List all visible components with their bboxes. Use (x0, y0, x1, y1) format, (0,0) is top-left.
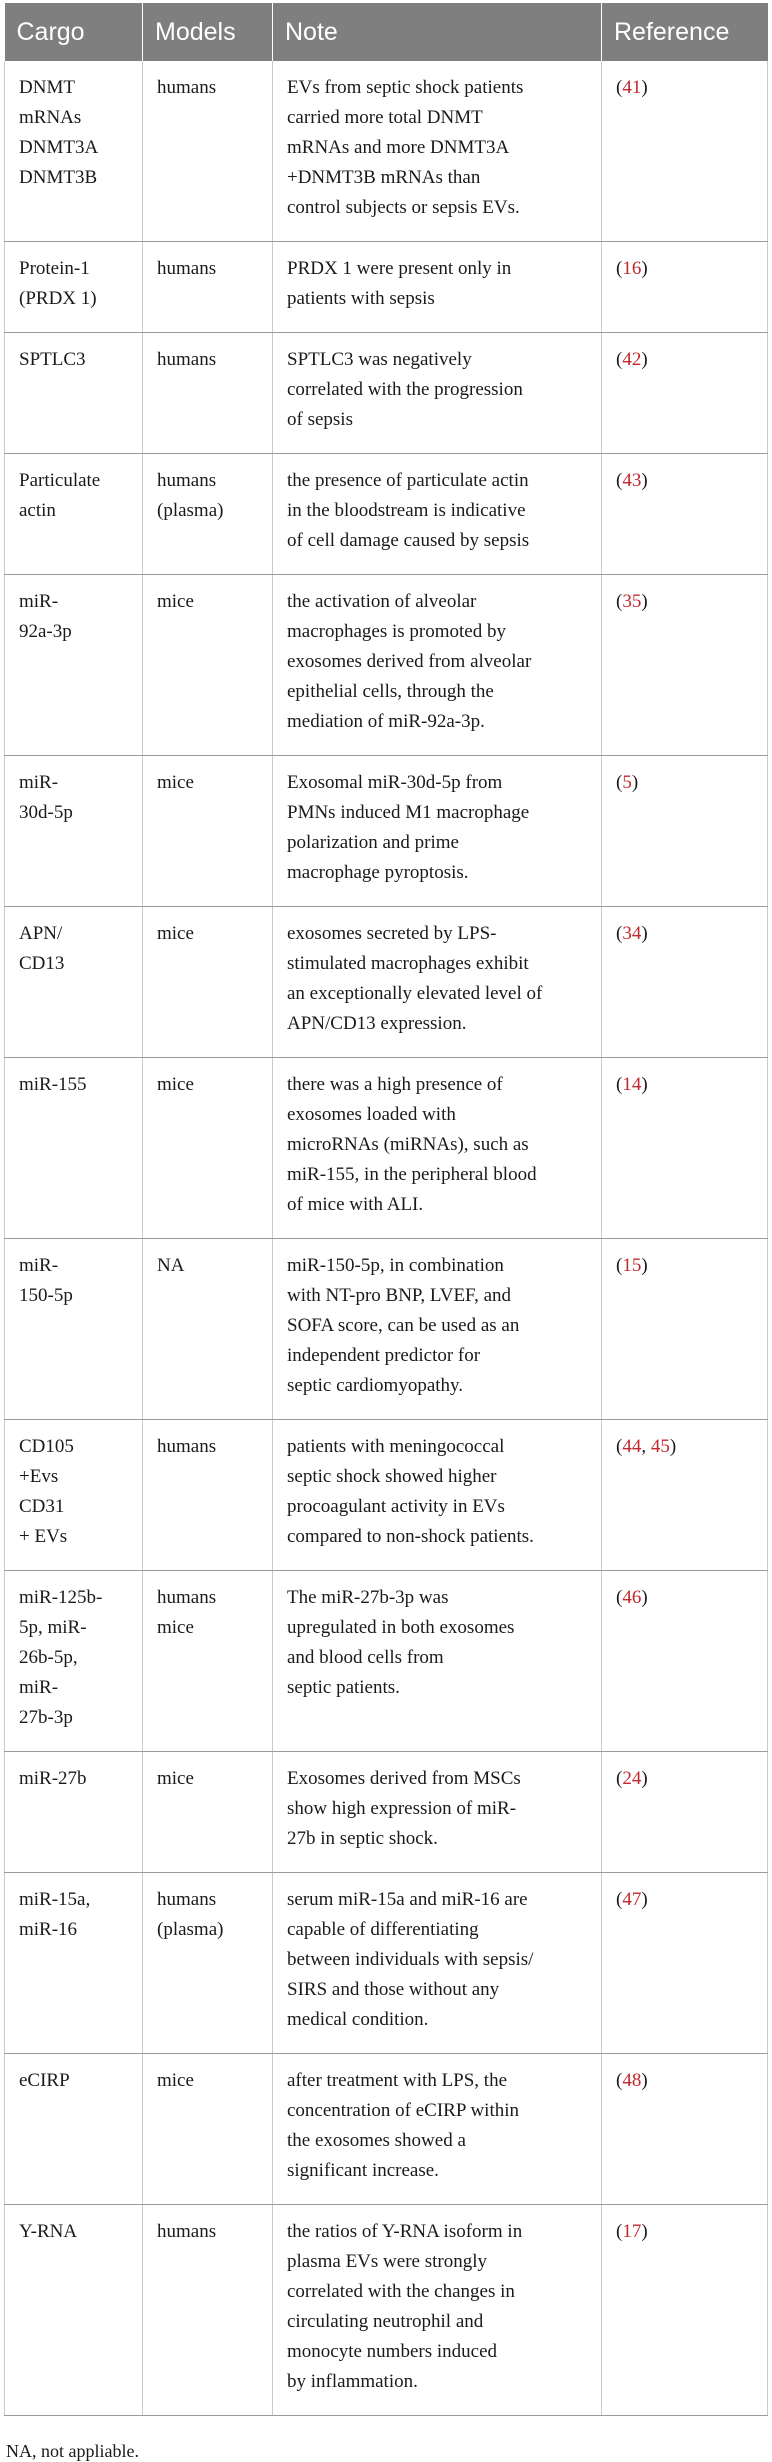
header-reference: Reference (602, 3, 768, 61)
note-cell-line: microRNAs (miRNAs), such as (287, 1134, 529, 1155)
models-cell-line: mice (157, 1617, 194, 1638)
reference-link[interactable]: 16 (622, 258, 642, 279)
table-footnote: NA, not appliable. (6, 2441, 139, 2461)
table-header (5, 3, 768, 61)
note-cell (273, 2205, 602, 2416)
reference-cell (602, 333, 768, 454)
models-cell-line: humans (157, 77, 217, 98)
reference-cell (602, 575, 768, 756)
cargo-cell-line: 26b-5p, (19, 1647, 78, 1668)
reference-cell (602, 907, 768, 1058)
models-cell-line: (plasma) (157, 1919, 224, 1940)
paren-close: ) (641, 591, 648, 612)
paren-open: ( (616, 470, 623, 491)
cargo-cell-line: mRNAs (19, 107, 82, 128)
reference-cell (602, 454, 768, 575)
table-row (5, 756, 768, 907)
note-cell-line: Exosomal miR-30d-5p from (287, 772, 503, 793)
note-cell-line: with NT-pro BNP, LVEF, and (287, 1285, 512, 1306)
reference-link[interactable]: 15 (622, 1255, 642, 1276)
note-cell-line: independent predictor for (287, 1345, 481, 1366)
note-cell-line: between individuals with sepsis/ (287, 1949, 534, 1970)
note-cell-line: compared to non-shock patients. (287, 1526, 534, 1547)
note-cell-line: an exceptionally elevated level of (287, 983, 543, 1004)
reference-link[interactable]: 17 (622, 2221, 642, 2242)
cargo-cell-line: miR-125b- (19, 1587, 103, 1608)
paren-close: ) (641, 1768, 648, 1789)
cargo-cell-line: miR-16 (19, 1919, 78, 1940)
table-row (5, 1239, 768, 1420)
cargo-cell-line: Particulate (19, 470, 101, 491)
cargo-cell (5, 242, 143, 333)
models-cell-line: mice (157, 2070, 194, 2091)
note-cell-line: mediation of miR-92a-3p. (287, 711, 485, 732)
note-cell (273, 454, 602, 575)
models-cell (143, 1873, 273, 2054)
paren-open: ( (616, 1768, 623, 1789)
paren-close: ) (641, 1889, 648, 1910)
models-cell-line: humans (157, 470, 217, 491)
note-cell-line: serum miR-15a and miR-16 are (287, 1889, 528, 1910)
cargo-cell (5, 575, 143, 756)
cargo-cell-line: CD105 (19, 1436, 74, 1457)
note-cell-line: of sepsis (287, 409, 353, 430)
note-cell-line: monocyte numbers induced (287, 2341, 498, 2362)
models-cell (143, 242, 273, 333)
note-cell-line: PMNs induced M1 macrophage (287, 802, 530, 823)
cargo-cell (5, 1873, 143, 2054)
models-cell (143, 1571, 273, 1752)
note-cell (273, 2054, 602, 2205)
note-cell-line: there was a high presence of (287, 1074, 503, 1095)
note-cell-line: The miR-27b-3p was (287, 1587, 449, 1608)
reference-cell (602, 1873, 768, 2054)
ref-separator: , (641, 1436, 651, 1457)
note-cell (273, 1058, 602, 1239)
paren-open: ( (616, 258, 623, 279)
cargo-cell-line: miR-155 (19, 1074, 87, 1095)
cargo-cell-line: (PRDX 1) (19, 288, 97, 309)
note-cell-line: septic patients. (287, 1677, 400, 1698)
note-cell-line: 27b in septic shock. (287, 1828, 438, 1849)
models-cell-line: mice (157, 772, 194, 793)
models-cell (143, 333, 273, 454)
note-cell-line: show high expression of miR- (287, 1798, 517, 1819)
cargo-cell-line: + EVs (19, 1526, 68, 1547)
table-row (5, 333, 768, 454)
cargo-cell-line: miR- (19, 1255, 59, 1276)
cargo-cell-line: CD31 (19, 1496, 65, 1517)
header-cargo: Cargo (5, 3, 143, 61)
note-cell-line: PRDX 1 were present only in (287, 258, 512, 279)
models-cell-line: NA (157, 1255, 185, 1276)
cargo-cell (5, 333, 143, 454)
models-cell (143, 1058, 273, 1239)
cargo-cell-line: miR-27b (19, 1768, 87, 1789)
paren-close: ) (631, 772, 639, 793)
models-cell (143, 907, 273, 1058)
cargo-table (4, 3, 768, 2416)
note-cell-line: exosomes secreted by LPS- (287, 923, 497, 944)
cargo-cell-line: actin (19, 500, 56, 521)
paren-close: ) (641, 77, 648, 98)
cargo-cell-line: 5p, miR- (19, 1617, 87, 1638)
models-cell (143, 61, 273, 242)
note-cell (273, 242, 602, 333)
cargo-cell (5, 1571, 143, 1752)
reference-link[interactable]: 35 (622, 591, 642, 612)
note-cell-line: stimulated macrophages exhibit (287, 953, 529, 974)
paren-close: ) (641, 1074, 648, 1095)
models-cell-line: humans (157, 258, 217, 279)
cargo-cell (5, 1058, 143, 1239)
reference-link[interactable]: 48 (622, 2070, 642, 2091)
note-cell-line: the presence of particulate actin (287, 470, 529, 491)
models-cell-line: humans (157, 1889, 217, 1910)
cargo-cell-line: Y-RNA (19, 2221, 78, 2242)
note-cell-line: by inflammation. (287, 2371, 418, 2392)
note-cell-line: macrophage pyroptosis. (287, 862, 469, 883)
cargo-cell-line: APN/ (19, 923, 63, 944)
table-row (5, 907, 768, 1058)
reference-link[interactable]: 14 (622, 1074, 642, 1095)
paren-open: ( (616, 1255, 623, 1276)
note-cell-line: of cell damage caused by sepsis (287, 530, 530, 551)
table-row (5, 2205, 768, 2416)
cargo-cell-line: Protein-1 (19, 258, 90, 279)
note-cell-line: septic cardiomyopathy. (287, 1375, 464, 1396)
cargo-cell (5, 1420, 143, 1571)
paren-close: ) (641, 470, 648, 491)
table-row (5, 1058, 768, 1239)
table-row (5, 1873, 768, 2054)
paren-open: ( (616, 2221, 623, 2242)
models-cell-line: mice (157, 1074, 194, 1095)
reference-link[interactable]: 42 (622, 349, 642, 370)
models-cell-line: humans (157, 1436, 217, 1457)
note-cell-line: correlated with the progression (287, 379, 523, 400)
note-cell-line: control subjects or sepsis EVs. (287, 197, 520, 218)
reference-link[interactable]: 47 (622, 1889, 642, 1910)
reference-link[interactable]: 24 (622, 1768, 642, 1789)
reference-link[interactable]: 45 (650, 1436, 670, 1457)
table-row (5, 1420, 768, 1571)
reference-cell (602, 1058, 768, 1239)
note-cell-line: miR-150-5p, in combination (287, 1255, 504, 1276)
note-cell-line: SIRS and those without any (287, 1979, 500, 2000)
reference-cell (602, 1239, 768, 1420)
reference-link[interactable]: 41 (622, 77, 642, 98)
note-cell-line: septic shock showed higher (287, 1466, 497, 1487)
cargo-cell (5, 454, 143, 575)
cargo-cell (5, 1239, 143, 1420)
note-cell (273, 333, 602, 454)
note-cell-line: and blood cells from (287, 1647, 444, 1668)
note-cell-line: APN/CD13 expression. (287, 1013, 467, 1034)
models-cell (143, 575, 273, 756)
models-cell-line: mice (157, 591, 194, 612)
models-cell-line: mice (157, 1768, 194, 1789)
reference-cell (602, 1571, 768, 1752)
cargo-cell (5, 1752, 143, 1873)
models-cell (143, 1239, 273, 1420)
note-cell (273, 1239, 602, 1420)
paren-open: ( (616, 1436, 623, 1457)
paren-open: ( (616, 1587, 623, 1608)
cargo-cell-line: DNMT3A (19, 137, 99, 158)
note-cell-line: after treatment with LPS, the (287, 2070, 508, 2091)
note-cell-line: the activation of alveolar (287, 591, 477, 612)
note-cell-line: the exosomes showed a (287, 2130, 466, 2151)
cargo-cell (5, 907, 143, 1058)
note-cell (273, 1873, 602, 2054)
note-cell-line: polarization and prime (287, 832, 459, 853)
note-cell-line: upregulated in both exosomes (287, 1617, 515, 1638)
note-cell-line: macrophages is promoted by (287, 621, 506, 642)
paren-open: ( (616, 1074, 623, 1095)
cargo-cell-line: DNMT3B (19, 167, 98, 188)
reference-cell (602, 2205, 768, 2416)
models-cell-line: humans (157, 1587, 217, 1608)
table-body (5, 61, 768, 2416)
table-row (5, 242, 768, 333)
note-cell (273, 756, 602, 907)
models-cell (143, 2054, 273, 2205)
paren-open: ( (616, 591, 623, 612)
reference-cell (602, 61, 768, 242)
table-row (5, 454, 768, 575)
note-cell-line: patients with sepsis (287, 288, 435, 309)
cargo-cell-line: 150-5p (19, 1285, 73, 1306)
note-cell-line: medical condition. (287, 2009, 429, 2030)
note-cell-line: mRNAs and more DNMT3A (287, 137, 510, 158)
note-cell-line: in the bloodstream is indicative (287, 500, 526, 521)
models-cell (143, 1420, 273, 1571)
note-cell-line: exosomes loaded with (287, 1104, 456, 1125)
note-cell-line: SOFA score, can be used as an (287, 1315, 520, 1336)
note-cell-line: epithelial cells, through the (287, 681, 494, 702)
note-cell-line: of mice with ALI. (287, 1194, 424, 1215)
note-cell-line: significant increase. (287, 2160, 439, 2181)
reference-link[interactable]: 46 (622, 1587, 642, 1608)
paren-close: ) (641, 1255, 648, 1276)
note-cell-line: the ratios of Y-RNA isoform in (287, 2221, 523, 2242)
reference-link[interactable]: 5 (622, 772, 632, 793)
header-note: Note (273, 3, 602, 61)
reference-cell (602, 1420, 768, 1571)
note-cell (273, 1571, 602, 1752)
paren-close: ) (641, 258, 648, 279)
reference-cell (602, 756, 768, 907)
table-row (5, 2054, 768, 2205)
models-cell-line: humans (157, 2221, 217, 2242)
table-row (5, 61, 768, 242)
cargo-cell (5, 2205, 143, 2416)
note-cell-line: procoagulant activity in EVs (287, 1496, 505, 1517)
paren-close: ) (641, 349, 648, 370)
paren-close: ) (641, 2070, 648, 2091)
cargo-cell (5, 756, 143, 907)
paren-close: ) (669, 1436, 677, 1457)
models-cell (143, 2205, 273, 2416)
cargo-cell-line: miR-15a, (19, 1889, 91, 1910)
paren-open: ( (616, 1889, 623, 1910)
cargo-cell-line: miR- (19, 591, 59, 612)
paren-close: ) (641, 923, 648, 944)
reference-link[interactable]: 44 (622, 1436, 642, 1457)
models-cell-line: (plasma) (157, 500, 224, 521)
reference-cell (602, 242, 768, 333)
paren-close: ) (641, 2221, 648, 2242)
paren-open: ( (616, 772, 623, 793)
note-cell-line: correlated with the changes in (287, 2281, 515, 2302)
note-cell-line: EVs from septic shock patients (287, 77, 524, 98)
cargo-cell (5, 61, 143, 242)
note-cell (273, 575, 602, 756)
page (0, 3, 772, 2462)
note-cell-line: capable of differentiating (287, 1919, 479, 1940)
note-cell-line: Exosomes derived from MSCs (287, 1768, 521, 1789)
cargo-cell (5, 2054, 143, 2205)
reference-cell (602, 1752, 768, 1873)
cargo-cell-line: miR- (19, 1677, 59, 1698)
note-cell (273, 61, 602, 242)
models-cell (143, 1752, 273, 1873)
header-models: Models (143, 3, 273, 61)
models-cell-line: mice (157, 923, 194, 944)
paren-open: ( (616, 77, 623, 98)
note-cell (273, 1752, 602, 1873)
note-cell-line: exosomes derived from alveolar (287, 651, 532, 672)
table-row (5, 1571, 768, 1752)
cargo-cell-line: eCIRP (19, 2070, 70, 2091)
paren-open: ( (616, 349, 623, 370)
note-cell (273, 1420, 602, 1571)
paren-close: ) (641, 1587, 648, 1608)
reference-link[interactable]: 43 (622, 470, 642, 491)
note-cell-line: SPTLC3 was negatively (287, 349, 472, 370)
models-cell (143, 756, 273, 907)
cargo-cell-line: CD13 (19, 953, 65, 974)
cargo-cell-line: 92a-3p (19, 621, 72, 642)
reference-link[interactable]: 34 (622, 923, 642, 944)
paren-open: ( (616, 2070, 623, 2091)
cargo-cell-line: 30d-5p (19, 802, 73, 823)
cargo-cell-line: DNMT (19, 77, 75, 98)
cargo-cell-line: +Evs (19, 1466, 59, 1487)
note-cell-line: plasma EVs were strongly (287, 2251, 487, 2272)
note-cell-line: patients with meningococcal (287, 1436, 505, 1457)
cargo-cell-line: 27b-3p (19, 1707, 73, 1728)
cargo-cell-line: miR- (19, 772, 59, 793)
note-cell-line: +DNMT3B mRNAs than (287, 167, 481, 188)
note-cell-line: carried more total DNMT (287, 107, 483, 128)
note-cell-line: miR-155, in the peripheral blood (287, 1164, 537, 1185)
table-row (5, 575, 768, 756)
note-cell-line: concentration of eCIRP within (287, 2100, 519, 2121)
reference-cell (602, 2054, 768, 2205)
paren-open: ( (616, 923, 623, 944)
note-cell (273, 907, 602, 1058)
note-cell-line: circulating neutrophil and (287, 2311, 484, 2332)
models-cell (143, 454, 273, 575)
cargo-cell-line: SPTLC3 (19, 349, 86, 370)
models-cell-line: humans (157, 349, 217, 370)
table-row (5, 1752, 768, 1873)
